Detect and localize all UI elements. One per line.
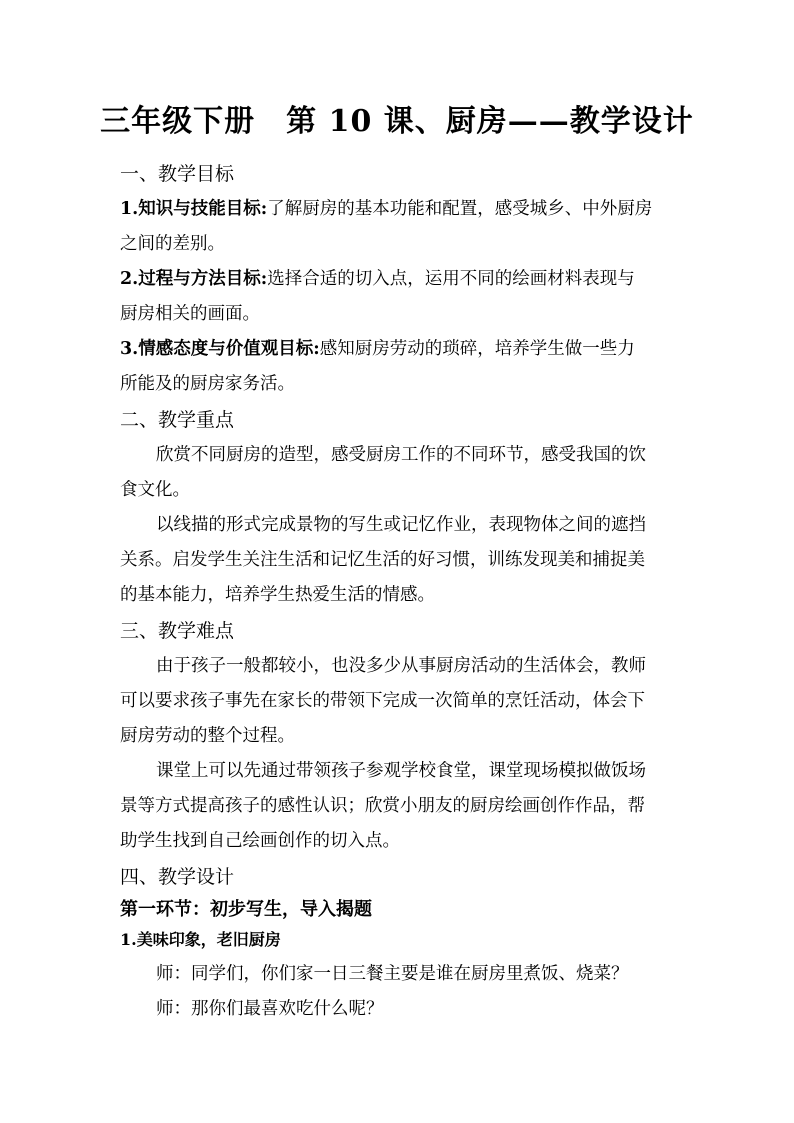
difficulties-paragraph-1-line-1: 由于孩子一般都较小，也没多少从事厨房活动的生活体会，教师 [156,656,646,676]
document-title: 三年级下册 第 10 课、厨房——教学设计 [100,104,694,139]
difficulties-paragraph-2-line-3: 助学生找到自己绘画创作的切入点。 [120,831,400,851]
goal-item-2-line-2: 厨房相关的画面。 [120,304,260,324]
key-points-paragraph-2-line-1: 以线描的形式完成景物的写生或记忆作业，表现物体之间的遮挡 [156,515,646,535]
difficulties-paragraph-1-line-2: 可以要求孩子事先在家长的带领下完成一次简单的烹饪活动，体会下 [120,691,645,711]
section-heading-difficulties: 三、教学难点 [120,620,235,642]
section-heading-key-points: 二、教学重点 [120,409,235,431]
goal-item-2-text: 选择合适的切入点，运用不同的绘画材料表现与 [267,269,635,289]
dialogue-line-1: 师：同学们，你们家一日三餐主要是谁在厨房里煮饭、烧菜？ [156,964,629,984]
dialogue-line-2: 师：那你们最喜欢吃什么呢？ [156,999,384,1019]
difficulties-paragraph-2-line-2: 景等方式提高孩子的感性认识；欣赏小朋友的厨房绘画创作作品，帮 [120,796,645,816]
key-points-paragraph-2-line-2: 关系。启发学生关注生活和记忆生活的好习惯，训练发现美和捕捉美 [120,550,645,570]
stage-1-heading: 第一环节：初步写生，导入揭题 [120,899,372,920]
goal-item-3-label: 3.情感态度与价值观目标: [120,339,320,359]
goal-item-1-text: 了解厨房的基本功能和配置，感受城乡、中外厨房 [267,199,653,219]
difficulties-paragraph-1-line-3: 厨房劳动的整个过程。 [120,726,295,746]
key-points-paragraph-1-line-2: 食文化。 [120,480,190,500]
section-heading-design: 四、教学设计 [120,866,235,888]
goal-item-1-label: 1.知识与技能目标: [120,199,268,219]
section-heading-goals: 一、教学目标 [120,163,235,185]
goal-item-3-line-2: 所能及的厨房家务活。 [120,374,295,394]
goal-item-1-line-2: 之间的差别。 [120,234,225,254]
goal-item-2-line-1 [120,262,678,297]
key-points-paragraph-2-line-3: 的基本能力，培养学生热爱生活的情感。 [120,585,435,605]
goal-item-3-line-1 [120,332,678,367]
document-body [120,156,678,1027]
goal-item-1-line-1 [120,192,678,227]
goal-item-3-text: 感知厨房劳动的琐碎，培养学生做一些力 [319,339,635,359]
stage-1-subheading: 1.美味印象，老旧厨房 [120,930,281,949]
difficulties-paragraph-2-line-1: 课堂上可以先通过带领孩子参观学校食堂，课堂现场模拟做饭场 [156,761,646,781]
key-points-paragraph-1-line-1: 欣赏不同厨房的造型，感受厨房工作的不同环节，感受我国的饮 [156,445,646,465]
goal-item-2-label: 2.过程与方法目标: [120,269,268,289]
